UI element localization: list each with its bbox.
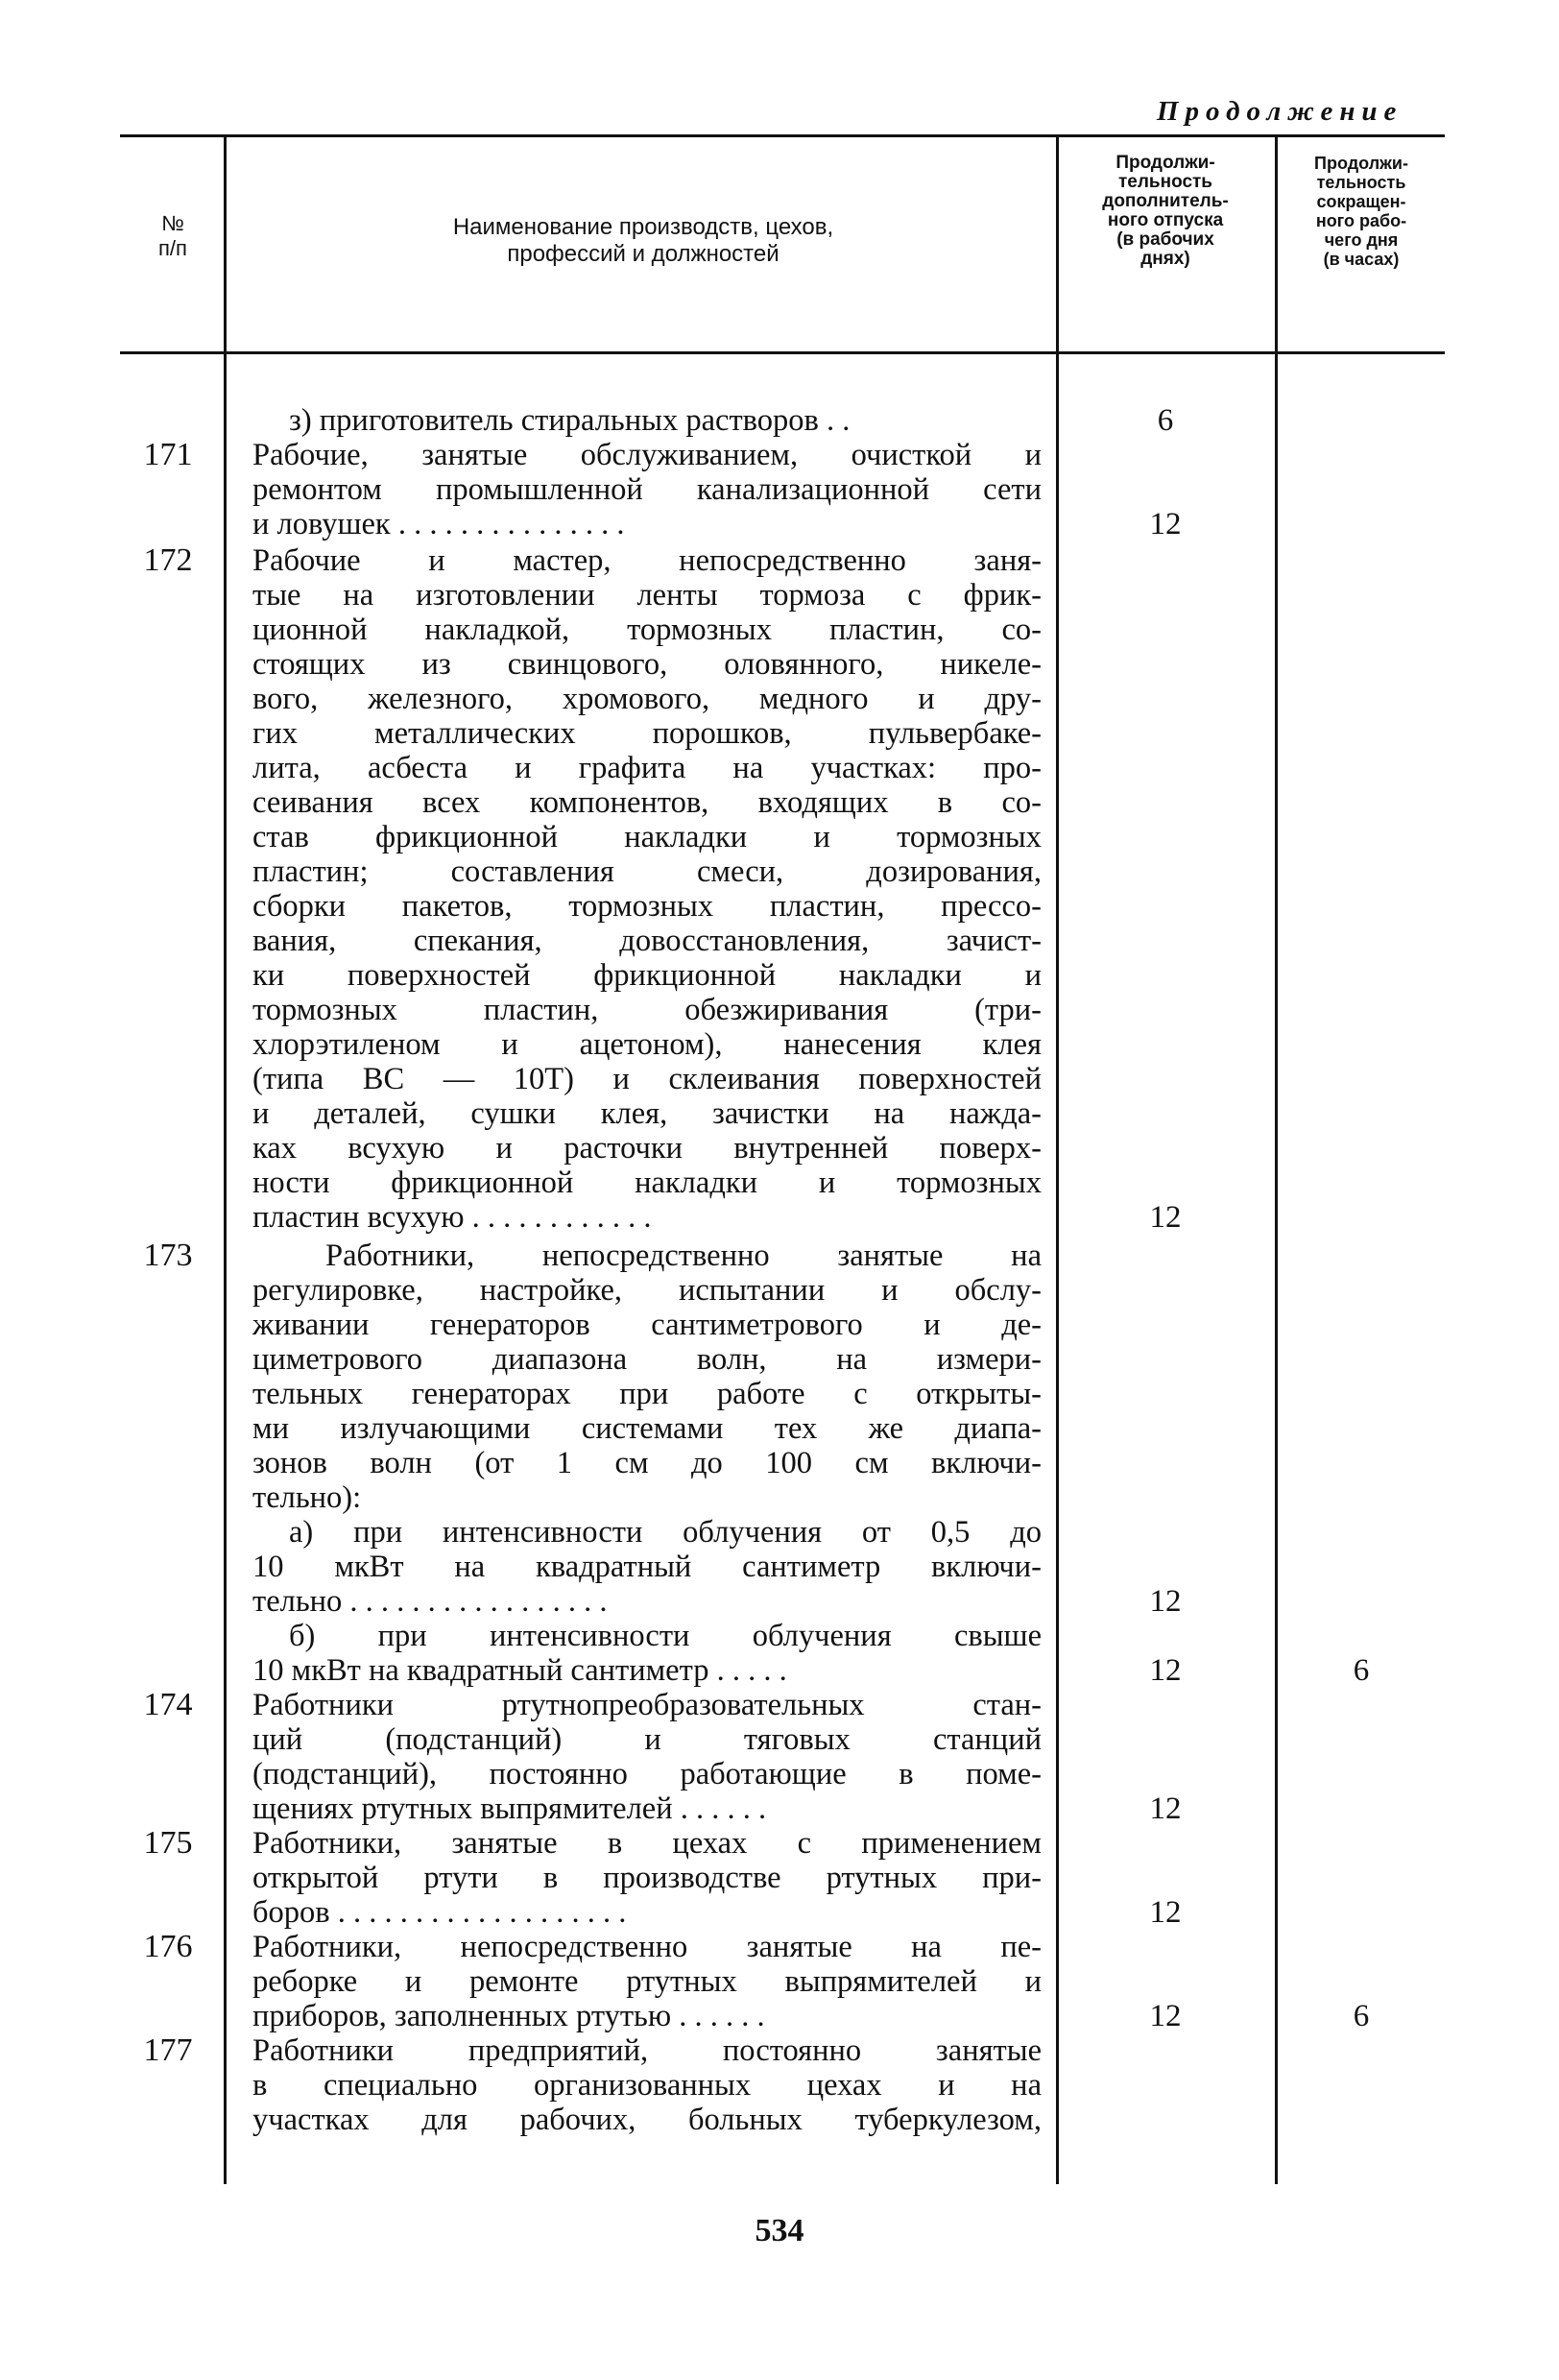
row-days: 12 [1149,1200,1182,1235]
row-days: 12 [1149,1584,1182,1619]
page-number: 534 [755,2213,804,2248]
row-text: з) приготовитель стиральных растворов . . [289,403,851,438]
row-text: Работники, непосредственно занятые на регулировке, настройке, испытании и обслу- живании генераторов сантиметрового и де- циметрового диапазона волн, на измери- тельных генераторах при работе с открыты- ми излучающими системами тех же диапа- зонов волн (от 1 см до 100 см включи- тельно): [252,1238,1042,1515]
row-text: Работники предприятий, постоянно занятые в специально организованных цехах и на участках для рабочих, больных туберкулезом, [252,2033,1042,2137]
row-days: 12 [1149,1791,1182,1826]
row-text: Работники, непосредственно занятые на пе- реборке и ремонте ртутных выпрямителей и приборов, заполненных ртутью . . . . . . [252,1930,1042,2033]
header-name: Наименование производств, цехов, профессий и должностей [452,214,834,267]
row-number: 171 [143,437,193,472]
column-divider-2 [1056,137,1059,2184]
column-divider-1 [224,137,227,2184]
row-days: 12 [1149,507,1182,541]
row-days: 6 [1157,403,1174,438]
row-hours: 6 [1353,1653,1370,1688]
row-number: 173 [143,1238,193,1273]
row-text: а) при интенсивности облучения от 0,5 до 10 мкВт на квадратный сантиметр включи- тельно . . . . . . . . . . . . . . . . . [252,1515,1042,1619]
row-number: 176 [143,1929,193,1964]
row-days: 12 [1149,1653,1182,1688]
row-number: 174 [143,1687,193,1722]
column-divider-3 [1275,137,1278,2184]
row-text: б) при интенсивности облучения свыше 10 мкВт на квадратный сантиметр . . . . . [252,1619,1042,1688]
row-text: Рабочие и мастер, непосредственно заня- тые на изготовлении ленты тормоза с фрик- ционной накладкой, тормозных пластин, со- стоящих из свинцового, оловянного, никеле- вого, железного, хромового, медного и дру- гих металлических порошков, пульвербаке- лита, асбеста и графита на участках: про- сеивания всех компонентов, входящих в со- став фрикционной накладки и тормозных пластин; составления смеси, дозирования, сборки пакетов, тормозных пластин, прессо- вания, спекания, довосстановления, зачист- ки поверхностей фрикционной накладки и тормозных пластин, обезжиривания (три- хлорэтиленом и ацетоном), нанесения клея (типа ВС — 10Т) и склеивания поверхностей и деталей, сушки клея, зачистки на нажда- ках всухую и расточки внутренней поверх- ности фрикционной накладки и тормозных пластин всухую . . . . . . . . . . . . [252,543,1042,1235]
continuation-label: Продолжение [1157,96,1403,127]
header-number: № п/п [158,211,187,260]
row-number: 172 [143,542,193,578]
row-hours: 6 [1353,1999,1370,2033]
header-bottom-rule [120,351,1445,354]
table-top-rule [120,134,1445,137]
row-days: 12 [1149,1999,1182,2033]
header-extra-leave: Продолжи- тельность дополнитель- ного отпуска (в рабочих днях) [1102,153,1229,269]
row-text: Работники, занятые в цехах с применением открытой ртути в производстве ртутных при- боров . . . . . . . . . . . . . . . . . . . [252,1826,1042,1930]
row-number: 177 [143,2032,193,2068]
row-number: 175 [143,1825,193,1861]
row-text: Работники ртутнопреобразовательных стан- ций (подстанций) и тяговых станций (подстанций), постоянно работающие в поме- щениях ртутных выпрямителей . . . . . . [252,1688,1042,1826]
row-text: Рабочие, занятые обслуживанием, очисткой и ремонтом промышленной канализационной сети и ловушек . . . . . . . . . . . . . . . [252,438,1042,541]
row-days: 12 [1149,1895,1182,1930]
header-reduced-day: Продолжи- тельность сокращен- ного рабо- чего дня (в часах) [1314,154,1408,269]
